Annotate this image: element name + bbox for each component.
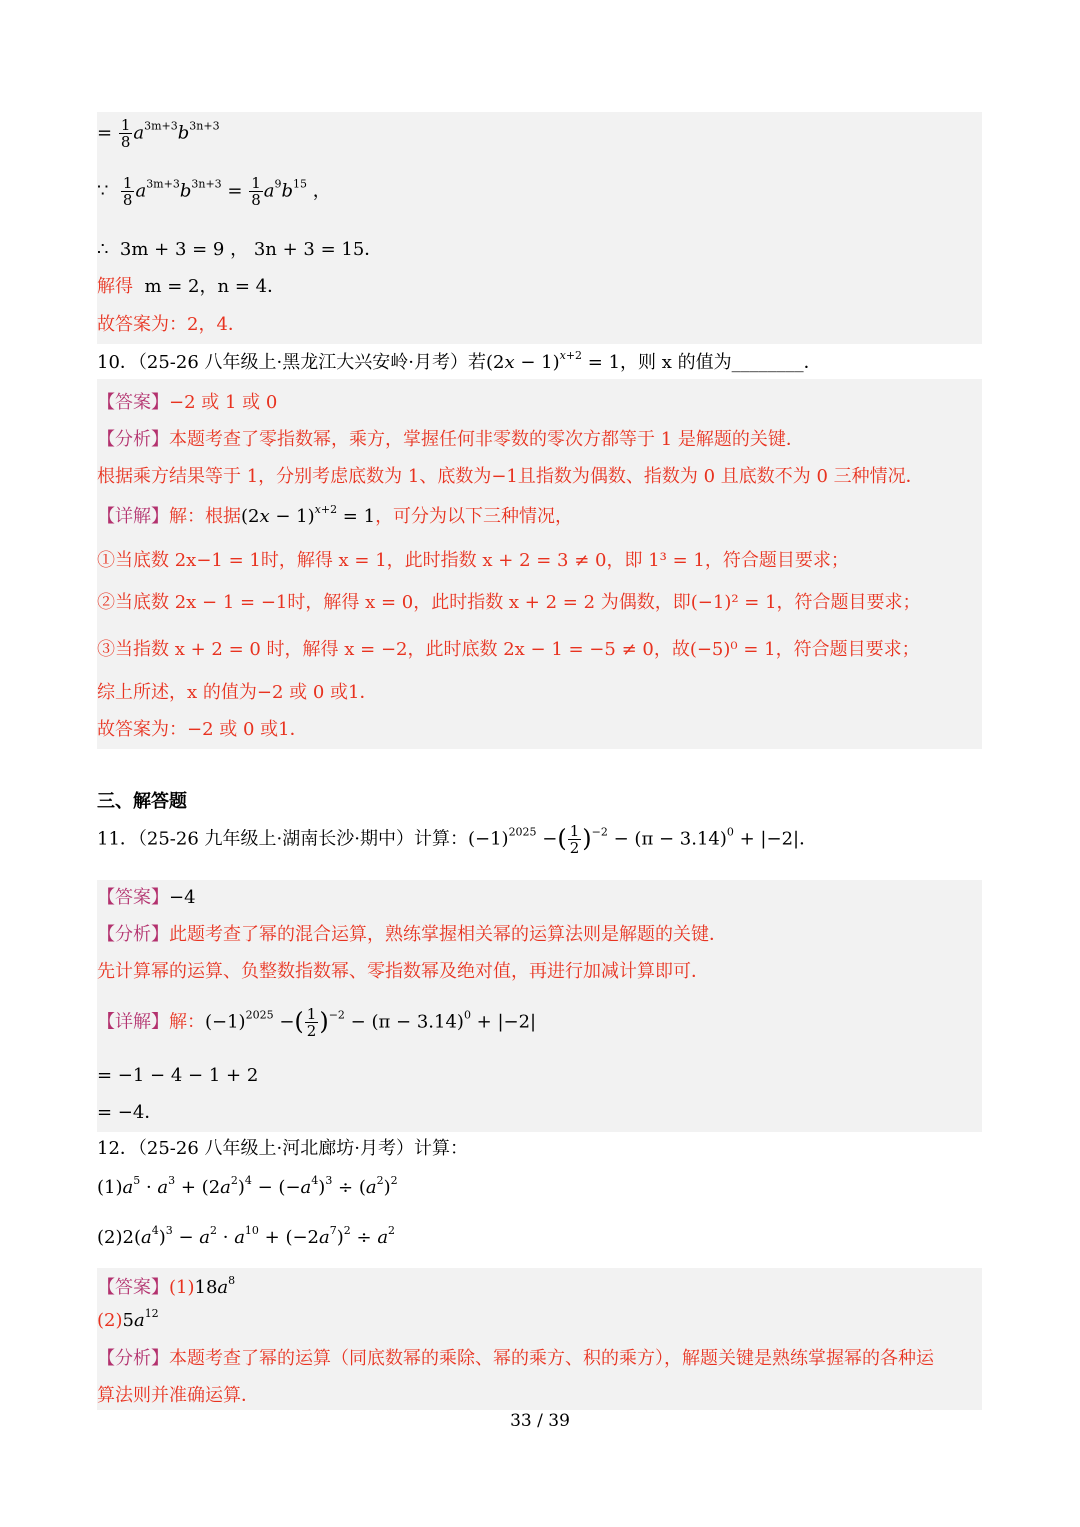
- q12-answer-line2: $(2)5a^{12}$: [97, 1307, 159, 1331]
- q12-question: 12．（25-26 八年级上·河北廊坊·月考）计算：: [97, 1138, 468, 1159]
- q12-part2: $(2)2(a^4)^3 - a^2 \cdot a^{10} + (-2a^7)^2 \div a^2$: [97, 1224, 396, 1248]
- q10-answer-value: −2 或 1 或 0: [169, 392, 278, 413]
- q9-because-line: ∵ $\frac{1}{8}$ $a^{3m+3}b^{3n+3}$ = $\frac{1}{8}$ $a^9b^{15}$ ，: [97, 174, 331, 209]
- q9-step: = $\frac{1}{8}$ $a^{3m+3}b^{3n+3}$: [97, 116, 220, 151]
- q11-analysis-text2: 先计算幂的运算、负整数指数幂、零指数幂及绝对值，再进行加减计算即可．: [97, 961, 709, 982]
- because-symbol: ∵: [97, 180, 109, 202]
- q10-detail-text: 解：根据: [169, 506, 241, 527]
- q10-question: 10．（25-26 八年级上·黑龙江大兴安岭·月考）若$(2x - 1)^{x+2} = 1$，则 x 的值为________．: [97, 349, 822, 373]
- q10-detail-text-b: ，可分为以下三种情况，: [375, 506, 574, 527]
- q12-answer-line: 【答案】$(1)18a^8$: [97, 1274, 236, 1298]
- q11-prefix: 11．（25-26 九年级上·湖南长沙·期中）计算：: [97, 828, 468, 850]
- q9-answer: 故答案为：2，4．: [97, 314, 246, 335]
- q10-case1: ①当底数 2x−1 = 1时，解得 x = 1，此时指数 x + 2 = 3 ≠ 0，即 1³ = 1，符合题目要求；: [97, 550, 849, 571]
- q9-equations: 3m + 3 = 9 ， 3n + 3 = 15．: [119, 239, 383, 260]
- q11-step1: = −1 − 4 − 1 + 2: [97, 1065, 259, 1086]
- q10-analysis-tag: 【分析】: [97, 429, 169, 450]
- q11-question: 11．（25-26 九年级上·湖南长沙·期中）计算：$(-1)^{2025}$ −( $\frac{1}{2}$ )$^{-2} - (\pi - 3.14)^0 + |-2|$．: [97, 822, 818, 857]
- q11-analysis-tag: 【分析】: [97, 924, 169, 945]
- q11-detail-line: 【详解】解：$(-1)^{2025}$ −( $\frac{1}{2}$ )$^{-2} - (\pi - 3.14)^0 + |-2|$: [97, 1005, 537, 1040]
- q9-solve-value: m = 2，n = 4．: [144, 276, 286, 297]
- q10-analysis-text2: 根据乘方结果等于 1，分别考虑底数为 1、底数为−1且指数为偶数、指数为 0 且底数不为 0 三种情况．: [97, 466, 924, 487]
- q10-answer-final: 故答案为：−2 或 0 或1．: [97, 719, 308, 740]
- q11-detail-text: 解：: [169, 1011, 205, 1033]
- q12-analysis-tag: 【分析】: [97, 1348, 169, 1369]
- q10-case2: ②当底数 2x − 1 = −1时，解得 x = 0，此时指数 x + 2 = 2 为偶数，即(−1)² = 1，符合题目要求；: [97, 592, 921, 613]
- q9-solve-line: [97, 272, 285, 298]
- q11-answer-line: [97, 883, 196, 909]
- q10-prefix: 10．（25-26 八年级上·黑龙江大兴安岭·月考）若: [97, 352, 486, 373]
- q9-hence-line: [97, 235, 382, 261]
- q11-analysis-text: 此题考查了幂的混合运算，熟练掌握相关幂的运算法则是解题的关键．: [169, 924, 727, 945]
- q12-answer-tag: 【答案】: [97, 1277, 169, 1298]
- q10-detail-line: 【详解】解：根据$(2x - 1)^{x+2} = 1$，可分为以下三种情况，: [97, 503, 574, 527]
- q10-detail-tag: 【详解】: [97, 506, 169, 527]
- q10-answer-line: [97, 388, 277, 414]
- q10-summary: 综上所述，x 的值为−2 或 0 或1．: [97, 682, 378, 703]
- q11-answer-tag: 【答案】: [97, 887, 169, 908]
- q11-answer-value: −4: [169, 887, 196, 908]
- page-number: 33 / 39: [510, 1411, 570, 1431]
- q11-analysis-line: [97, 920, 727, 946]
- q12-analysis-text2: 算法则并准确运算．: [97, 1385, 259, 1406]
- q11-detail-tag: 【详解】: [97, 1011, 169, 1033]
- q10-answer-tag: 【答案】: [97, 392, 169, 413]
- q12-analysis-text: 本题考查了幂的运算（同底数幂的乘除、幂的乘方、积的乘方），解题关键是熟练掌握幂的各种运: [169, 1348, 934, 1369]
- q9-solve-label: 解得: [97, 276, 133, 297]
- q12-part1: $(1)a^5 \cdot a^3 + (2a^2)^4 - (-a^4)^3 \div (a^2)^2$: [97, 1174, 398, 1198]
- q10-suffix: ，则 x 的值为________．: [620, 352, 822, 373]
- section-title: 三、解答题: [97, 791, 187, 812]
- hence-symbol: ∴: [97, 239, 109, 260]
- q10-analysis-line: [97, 425, 804, 451]
- q10-case3: ③当指数 x + 2 = 0 时，解得 x = −2，此时底数 2x − 1 = −5 ≠ 0，故(−5)⁰ = 1，符合题目要求；: [97, 639, 920, 660]
- q12-analysis-line: [97, 1344, 934, 1370]
- q11-step2: = −4．: [97, 1102, 163, 1123]
- q10-analysis-text: 本题考查了零指数幂，乘方，掌握任何非零数的零次方都等于 1 是解题的关键．: [169, 429, 804, 450]
